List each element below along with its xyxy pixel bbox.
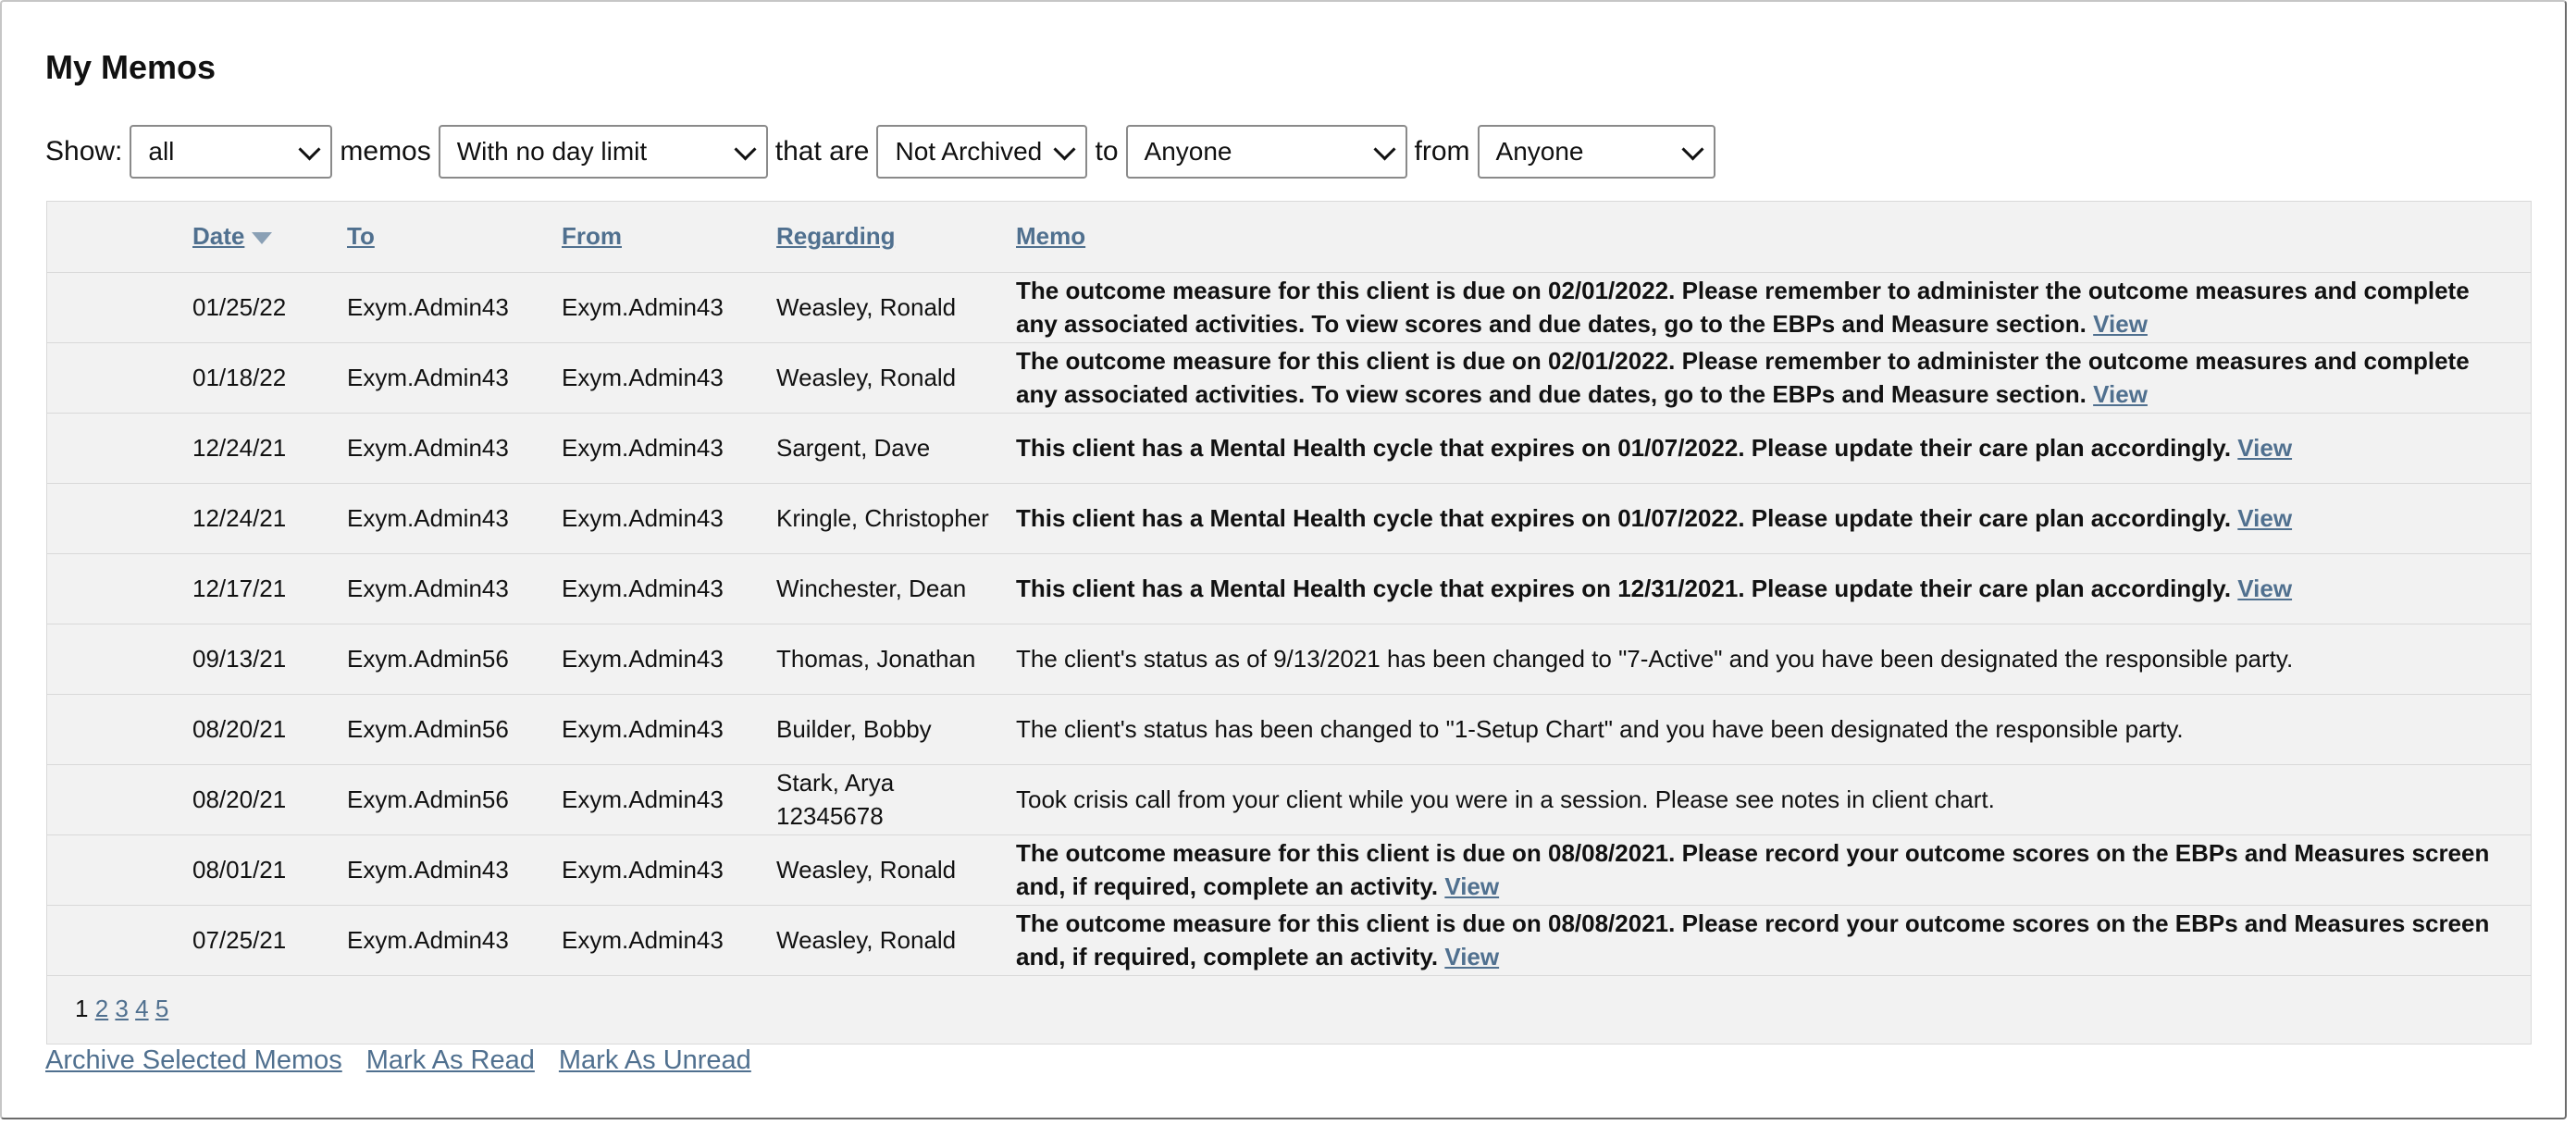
- memo-rows: [47, 272, 2531, 975]
- memos-label: memos: [340, 136, 431, 167]
- memo-date: 08/20/21: [192, 715, 287, 743]
- memo-from: Exym.Admin43: [562, 575, 724, 602]
- memo-to: Exym.Admin43: [347, 434, 509, 462]
- table-header-row: [47, 202, 2531, 272]
- table-row[interactable]: [47, 764, 2531, 834]
- chevron-down-icon: [734, 138, 756, 160]
- day-limit-select-value: With no day limit: [456, 137, 648, 166]
- memo-actions: [45, 1045, 751, 1076]
- chevron-down-icon: [299, 138, 321, 160]
- memo-to: Exym.Admin56: [347, 645, 509, 673]
- memo-date: 12/17/21: [192, 575, 287, 602]
- sort-by-from-link[interactable]: From: [562, 222, 622, 251]
- mark-as-read-link[interactable]: Mark As Read: [365, 1045, 535, 1075]
- memo-regarding: Thomas, Jonathan: [776, 645, 976, 673]
- to-label: to: [1095, 136, 1119, 167]
- memos-table: [47, 202, 2531, 976]
- memo-date: 08/01/21: [192, 856, 287, 884]
- memo-from: Exym.Admin43: [562, 856, 724, 884]
- sort-descending-icon[interactable]: [252, 232, 272, 244]
- row-select-cell[interactable]: [47, 694, 192, 764]
- memo-regarding: Sargent, Dave: [776, 434, 931, 462]
- select-column-header: [47, 202, 192, 272]
- memo-to: Exym.Admin43: [347, 856, 509, 884]
- memo-date: 09/13/21: [192, 645, 287, 673]
- show-select-value: all: [148, 137, 175, 166]
- memo-regarding: Stark, Arya 12345678: [776, 769, 895, 830]
- memo-regarding: Builder, Bobby: [776, 715, 932, 743]
- memo-text: The client's status has been changed to "1-Setup Chart" and you have been designated the responsible party.: [1016, 715, 2184, 743]
- pagination: [75, 995, 168, 1023]
- memo-from: Exym.Admin43: [562, 645, 724, 673]
- memo-text-cell: [1016, 905, 2531, 975]
- memo-text-cell: [1016, 694, 2531, 764]
- memo-text: Took crisis call from your client while you were in a session. Please see notes in client chart.: [1016, 785, 1995, 813]
- chevron-down-icon: [1054, 138, 1076, 160]
- view-memo-link[interactable]: View: [2237, 504, 2293, 532]
- row-select-cell[interactable]: [47, 834, 192, 905]
- memo-date: 12/24/21: [192, 504, 287, 532]
- table-row[interactable]: [47, 624, 2531, 694]
- memo-text: The outcome measure for this client is due on 08/08/2021. Please record your outcome scores on the EBPs and Measures screen and, if required, complete an activity.: [1016, 909, 2490, 970]
- view-memo-link[interactable]: View: [2093, 380, 2148, 408]
- memo-text-cell: [1016, 764, 2531, 834]
- sort-by-date-link[interactable]: Date: [192, 222, 245, 251]
- view-memo-link[interactable]: View: [2237, 575, 2293, 602]
- memo-text: This client has a Mental Health cycle that expires on 01/07/2022. Please update their care plan accordingly.: [1016, 434, 2232, 462]
- memo-regarding: Weasley, Ronald: [776, 293, 957, 321]
- memo-date: 08/20/21: [192, 785, 287, 813]
- memo-to: Exym.Admin43: [347, 926, 509, 954]
- memo-regarding: Weasley, Ronald: [776, 364, 957, 391]
- to-select-value: Anyone: [1144, 137, 1232, 166]
- row-select-cell[interactable]: [47, 624, 192, 694]
- memo-text-cell: [1016, 834, 2531, 905]
- mark-as-unread-link[interactable]: Mark As Unread: [558, 1045, 751, 1075]
- day-limit-select[interactable]: [439, 125, 768, 179]
- memo-from: Exym.Admin43: [562, 504, 724, 532]
- memo-from: Exym.Admin43: [562, 715, 724, 743]
- memo-text-cell: [1016, 624, 2531, 694]
- memo-from: Exym.Admin43: [562, 434, 724, 462]
- archived-select-value: Not Archived: [895, 137, 1043, 166]
- memo-text: This client has a Mental Health cycle that expires on 01/07/2022. Please update their care plan accordingly.: [1016, 504, 2232, 532]
- memo-to: Exym.Admin43: [347, 293, 509, 321]
- from-select-value: Anyone: [1495, 137, 1584, 166]
- memo-regarding: Kringle, Christopher: [776, 504, 989, 532]
- memo-to: Exym.Admin43: [347, 575, 509, 602]
- sort-by-to-link[interactable]: To: [347, 222, 375, 251]
- archived-select[interactable]: [876, 125, 1087, 179]
- view-memo-link[interactable]: View: [1444, 943, 1500, 970]
- memo-regarding: Winchester, Dean: [776, 575, 967, 602]
- row-select-cell[interactable]: [47, 483, 192, 553]
- that-are-label: that are: [774, 136, 870, 167]
- current-page: 1: [75, 995, 89, 1022]
- memos-table-container: [46, 201, 2532, 1045]
- chevron-down-icon: [1681, 138, 1703, 160]
- from-select[interactable]: [1478, 125, 1715, 179]
- row-select-cell[interactable]: [47, 272, 192, 342]
- memo-regarding: Weasley, Ronald: [776, 856, 957, 884]
- table-row[interactable]: [47, 413, 2531, 483]
- memo-regarding: Weasley, Ronald: [776, 926, 957, 954]
- row-select-cell[interactable]: [47, 553, 192, 624]
- table-row[interactable]: [47, 553, 2531, 624]
- show-select[interactable]: [130, 125, 332, 179]
- memo-from: Exym.Admin43: [562, 293, 724, 321]
- row-select-cell[interactable]: [47, 764, 192, 834]
- memo-text: This client has a Mental Health cycle that expires on 12/31/2021. Please update their care plan accordingly.: [1016, 575, 2232, 602]
- memo-date: 01/18/22: [192, 364, 287, 391]
- memo-text: The outcome measure for this client is due on 02/01/2022. Please remember to administer the outcome measures and complete any associated activities. To view scores and due dates, go to the EBPs and Measure section.: [1016, 347, 2470, 408]
- memo-text: The outcome measure for this client is due on 02/01/2022. Please remember to administer the outcome measures and complete any associated activities. To view scores and due dates, go to the EBPs and Measure section.: [1016, 277, 2470, 338]
- table-row[interactable]: [47, 483, 2531, 553]
- memo-to: Exym.Admin43: [347, 504, 509, 532]
- memo-to: Exym.Admin56: [347, 785, 509, 813]
- table-row[interactable]: [47, 342, 2531, 413]
- memo-from: Exym.Admin43: [562, 364, 724, 391]
- page-link-5[interactable]: 5: [155, 995, 169, 1022]
- archive-selected-memos-link[interactable]: Archive Selected Memos: [45, 1045, 342, 1075]
- memo-text-cell: [1016, 483, 2531, 553]
- row-select-cell[interactable]: [47, 342, 192, 413]
- show-label: Show:: [45, 136, 123, 167]
- view-memo-link[interactable]: View: [1444, 872, 1500, 900]
- memo-from: Exym.Admin43: [562, 785, 724, 813]
- view-memo-link[interactable]: View: [2237, 434, 2293, 462]
- view-memo-link[interactable]: View: [2093, 310, 2148, 338]
- memo-date: 01/25/22: [192, 293, 287, 321]
- to-select[interactable]: [1126, 125, 1407, 179]
- from-label: from: [1414, 136, 1470, 167]
- sort-by-regarding-link[interactable]: Regarding: [776, 222, 896, 251]
- memo-text-cell: [1016, 553, 2531, 624]
- page-title: My Memos: [45, 48, 217, 86]
- memo-text-cell: [1016, 342, 2531, 413]
- row-select-cell[interactable]: [47, 413, 192, 483]
- row-select-cell[interactable]: [47, 905, 192, 975]
- memo-date: 07/25/21: [192, 926, 287, 954]
- page-link-2[interactable]: 2: [94, 995, 109, 1022]
- table-row[interactable]: [47, 272, 2531, 342]
- filter-bar: [45, 124, 1723, 179]
- memo-text-cell: [1016, 413, 2531, 483]
- sort-by-memo-link[interactable]: Memo: [1016, 222, 1086, 251]
- memo-from: Exym.Admin43: [562, 926, 724, 954]
- chevron-down-icon: [1373, 138, 1395, 160]
- table-row[interactable]: [47, 905, 2531, 975]
- memo-text-cell: [1016, 272, 2531, 342]
- page-link-4[interactable]: 4: [135, 995, 149, 1022]
- memo-to: Exym.Admin56: [347, 715, 509, 743]
- memo-text: The outcome measure for this client is due on 08/08/2021. Please record your outcome scores on the EBPs and Measures screen and, if required, complete an activity.: [1016, 839, 2490, 900]
- table-row[interactable]: [47, 694, 2531, 764]
- memo-to: Exym.Admin43: [347, 364, 509, 391]
- memo-date: 12/24/21: [192, 434, 287, 462]
- memo-text: The client's status as of 9/13/2021 has been changed to "7-Active" and you have been designated the responsible party.: [1016, 645, 2294, 673]
- page-link-3[interactable]: 3: [115, 995, 129, 1022]
- table-row[interactable]: [47, 834, 2531, 905]
